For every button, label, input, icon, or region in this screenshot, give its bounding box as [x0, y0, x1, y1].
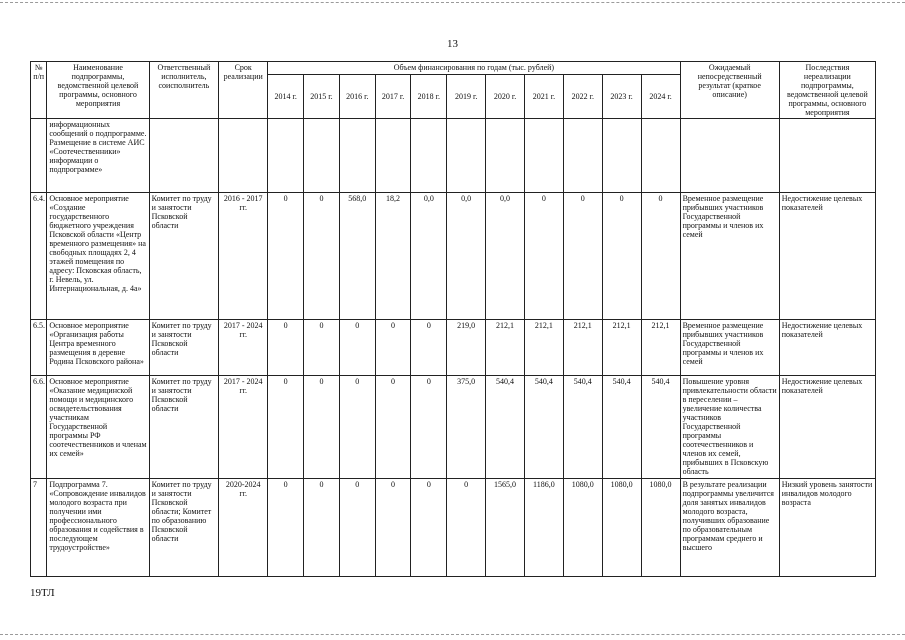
row-value: 0 — [304, 479, 340, 577]
row-value: 540,4 — [641, 376, 680, 479]
row-value: 0 — [339, 376, 375, 479]
row-value: 0,0 — [486, 193, 525, 320]
row-value: 0 — [563, 193, 602, 320]
row-consequences: Недостижение целевых показателей — [779, 193, 875, 320]
row-expected: Временное размещение прибывших участников Государственной программы и членов их семей — [680, 193, 779, 320]
row-value: 0 — [304, 376, 340, 479]
header-row-1 — [31, 62, 876, 75]
row-value: 0 — [375, 320, 411, 376]
header-num: № п/п — [31, 62, 47, 119]
row-value — [486, 119, 525, 193]
header-year: 2018 г. — [411, 75, 447, 119]
row-value — [563, 119, 602, 193]
row-term — [219, 119, 268, 193]
row-value — [339, 119, 375, 193]
row-expected: В результате реализации подпрограммы увеличится доля занятых инвалидов молодого возраста, получивших образование по образовательным программам среднего и высшего — [680, 479, 779, 577]
row-consequences: Низкий уровень занятости инвалидов молодого возраста — [779, 479, 875, 577]
row-name: информационных сообщений о подпрограмме. Размещение в системе АИС «Соотечественники» информации о подпрограмме» — [47, 119, 149, 193]
header-year: 2020 г. — [486, 75, 525, 119]
header-funding: Объем финансирования по годам (тыс. рублей) — [268, 62, 680, 75]
header-year: 2019 г. — [447, 75, 486, 119]
row-value: 0 — [375, 376, 411, 479]
table-row — [31, 119, 876, 193]
header-year: 2021 г. — [524, 75, 563, 119]
row-term: 2017 - 2024 гг. — [219, 376, 268, 479]
row-value: 0 — [411, 376, 447, 479]
row-value: 1080,0 — [563, 479, 602, 577]
row-consequences: Недостижение целевых показателей — [779, 376, 875, 479]
row-value: 0 — [411, 479, 447, 577]
row-value — [447, 119, 486, 193]
row-value: 1080,0 — [641, 479, 680, 577]
row-responsible — [149, 119, 219, 193]
row-consequences: Недостижение целевых показателей — [779, 320, 875, 376]
row-value: 212,1 — [524, 320, 563, 376]
row-term: 2017 - 2024 гг. — [219, 320, 268, 376]
row-value: 0 — [268, 376, 304, 479]
row-value: 0 — [411, 320, 447, 376]
row-value: 0 — [641, 193, 680, 320]
header-year: 2014 г. — [268, 75, 304, 119]
row-value — [602, 119, 641, 193]
header-consequences: Последствия нереализации подпрограммы, ведомственной целевой программы, основного мероприятия — [779, 62, 875, 119]
row-responsible: Комитет по труду и занятости Псковской области — [149, 193, 219, 320]
row-value: 0,0 — [447, 193, 486, 320]
row-name: Основное мероприятие «Создание государственного бюджетного учреждения Псковской области «Центр временного размещения» на свободных площадях 2, 4 этажей помещения по адресу: Псковская область, г. Невель, ул. Интернациональная, д. 4а» — [47, 193, 149, 320]
row-expected: Повышение уровня привлекательности области в переселении – увеличение количества участников Государственной программы соотечественников и членов их семей, прибывших в Псковскую область — [680, 376, 779, 479]
header-responsible: Ответственный исполнитель, соисполнитель — [149, 62, 219, 119]
header-term: Срок реализации — [219, 62, 268, 119]
header-name: Наименование подпрограммы, ведомственной целевой программы, основного мероприятия — [47, 62, 149, 119]
scan-edge-bottom — [0, 634, 905, 635]
row-name: Подпрограмма 7. «Сопровождение инвалидов молодого возраста при получении ими профессионального образования и содействия в последующем трудоустройстве» — [47, 479, 149, 577]
scan-edge-top — [0, 2, 905, 3]
header-year: 2022 г. — [563, 75, 602, 119]
row-value — [641, 119, 680, 193]
row-value: 18,2 — [375, 193, 411, 320]
row-value: 0 — [339, 479, 375, 577]
row-value: 212,1 — [641, 320, 680, 376]
funding-table — [30, 61, 876, 577]
row-value: 540,4 — [563, 376, 602, 479]
header-year: 2024 г. — [641, 75, 680, 119]
row-value: 540,4 — [524, 376, 563, 479]
row-value: 0 — [304, 193, 340, 320]
row-value: 0 — [447, 479, 486, 577]
row-number: 6.5. — [31, 320, 47, 376]
row-value: 0 — [268, 193, 304, 320]
document-code: 19ТЛ — [30, 587, 55, 599]
row-value — [411, 119, 447, 193]
row-consequences — [779, 119, 875, 193]
row-expected: Временное размещение прибывших участников Государственной программы и членов их семей — [680, 320, 779, 376]
table-row — [31, 320, 876, 376]
row-number: 6.6. — [31, 376, 47, 479]
row-value: 0 — [268, 320, 304, 376]
row-name: Основное мероприятие «Организация работы Центра временного размещения в деревне Родина Псковского района» — [47, 320, 149, 376]
row-value: 0 — [268, 479, 304, 577]
row-value: 0,0 — [411, 193, 447, 320]
row-name: Основное мероприятие «Оказание медицинской помощи и медицинского освидетельствования участникам Государственной программы РФ соотечественников и членам их семей» — [47, 376, 149, 479]
row-value: 1080,0 — [602, 479, 641, 577]
row-number: 6.4. — [31, 193, 47, 320]
header-year: 2015 г. — [304, 75, 340, 119]
table-row — [31, 376, 876, 479]
header-year: 2016 г. — [339, 75, 375, 119]
row-value: 0 — [304, 320, 340, 376]
table-row — [31, 193, 876, 320]
row-value — [304, 119, 340, 193]
row-value: 0 — [524, 193, 563, 320]
row-value: 0 — [339, 320, 375, 376]
row-value: 375,0 — [447, 376, 486, 479]
row-value: 1186,0 — [524, 479, 563, 577]
row-number: 7 — [31, 479, 47, 577]
header-expected: Ожидаемый непосредственный результат (краткое описание) — [680, 62, 779, 119]
row-value: 568,0 — [339, 193, 375, 320]
row-value: 212,1 — [563, 320, 602, 376]
row-responsible: Комитет по труду и занятости Псковской области; Комитет по образованию Псковской области — [149, 479, 219, 577]
row-value — [375, 119, 411, 193]
row-value: 0 — [375, 479, 411, 577]
row-responsible: Комитет по труду и занятости Псковской области — [149, 376, 219, 479]
row-value: 212,1 — [486, 320, 525, 376]
row-value: 540,4 — [486, 376, 525, 479]
page-number: 13 — [447, 38, 458, 50]
row-expected — [680, 119, 779, 193]
row-term: 2020-2024 гг. — [219, 479, 268, 577]
row-responsible: Комитет по труду и занятости Псковской области — [149, 320, 219, 376]
row-value: 540,4 — [602, 376, 641, 479]
row-value: 0 — [602, 193, 641, 320]
row-value — [268, 119, 304, 193]
table-row — [31, 479, 876, 577]
row-value — [524, 119, 563, 193]
header-year: 2017 г. — [375, 75, 411, 119]
header-year: 2023 г. — [602, 75, 641, 119]
row-value: 212,1 — [602, 320, 641, 376]
row-term: 2016 - 2017 гг. — [219, 193, 268, 320]
row-value: 219,0 — [447, 320, 486, 376]
row-number — [31, 119, 47, 193]
row-value: 1565,0 — [486, 479, 525, 577]
